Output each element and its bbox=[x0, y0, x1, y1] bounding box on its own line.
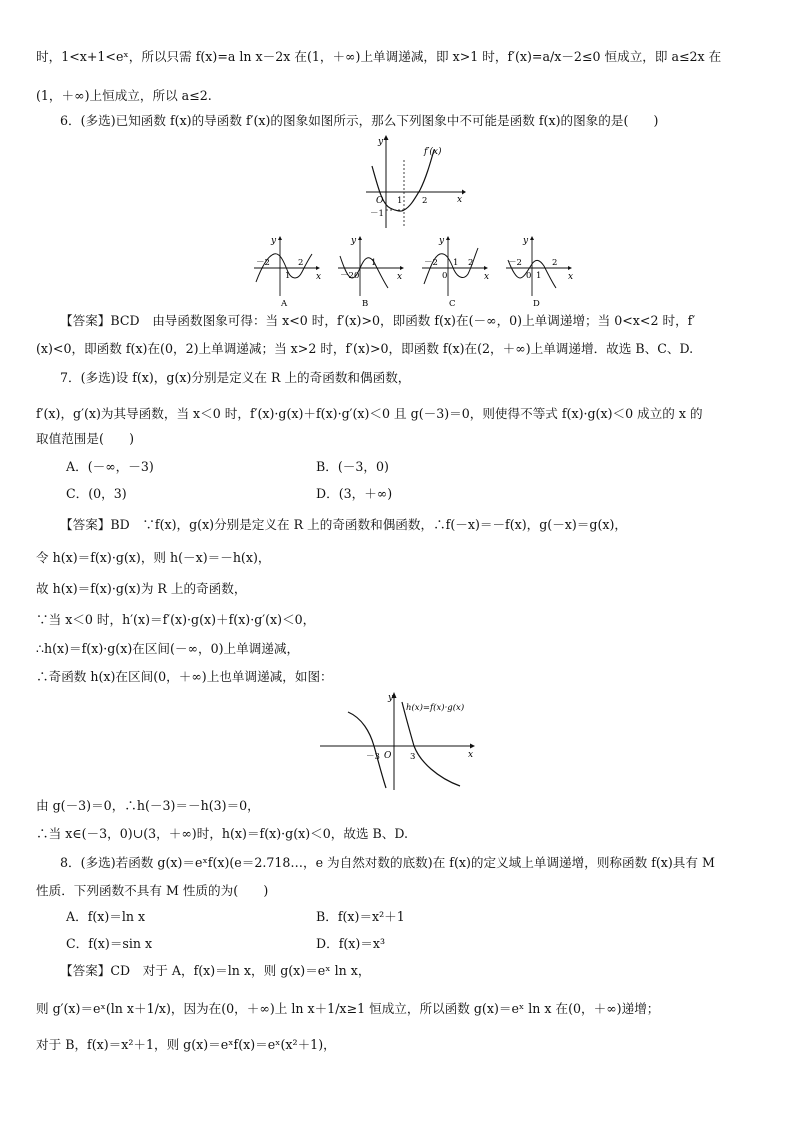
option-label-d: D bbox=[533, 299, 540, 309]
x-axis-label: x bbox=[457, 195, 463, 205]
option-c: C．f(x)＝sin x bbox=[66, 936, 153, 951]
text-line: ∴奇函数 h(x)在区间(0，＋∞)上也单调递减，如图： bbox=[36, 669, 333, 684]
option-a: A．(－∞，－3) bbox=[66, 459, 154, 474]
origin-label: O bbox=[384, 751, 392, 761]
h-function-graph bbox=[318, 688, 478, 792]
y-axis-label: y bbox=[388, 693, 394, 703]
tick-label: 2 bbox=[422, 196, 428, 206]
option-d: D．f(x)＝x³ bbox=[316, 936, 386, 951]
tick-label: 1 bbox=[536, 271, 542, 281]
tick-label: －2 bbox=[256, 258, 270, 268]
text-line: ∵当 x＜0 时，h′(x)＝f′(x)·g(x)＋f(x)·g′(x)＜0， bbox=[36, 612, 316, 627]
text-line: 令 h(x)＝f(x)·g(x)，则 h(－x)＝－h(x)， bbox=[36, 550, 271, 565]
tick-label: 1 bbox=[285, 271, 291, 281]
graph-d bbox=[506, 236, 573, 309]
tick-label: 0 bbox=[354, 271, 360, 281]
question-8: 8．(多选)若函数 g(x)＝eˣf(x)(e＝2.718…，e 为自然对数的底数)在 f(x)的定义域上单调递增，则称函数 f(x)具有 M bbox=[60, 855, 715, 870]
tick-label: 0 bbox=[442, 271, 448, 281]
tick-label: 0 bbox=[526, 271, 532, 281]
option-a: A．f(x)＝ln x bbox=[66, 909, 146, 924]
y-axis-label: y bbox=[351, 236, 357, 246]
tick-label: 2 bbox=[552, 258, 558, 268]
text-line: ∴当 x∈(－3，0)∪(3，＋∞)时，h(x)＝f(x)·g(x)＜0，故选 B、D. bbox=[36, 826, 409, 841]
x-axis-label: x bbox=[484, 272, 490, 282]
tick-label: －2 bbox=[424, 258, 438, 268]
text-line: 取值范围是( ) bbox=[36, 431, 134, 446]
x-axis-label: x bbox=[316, 272, 322, 282]
text-line: 故 h(x)＝f(x)·g(x)为 R 上的奇函数， bbox=[36, 581, 247, 596]
choice-graphs bbox=[250, 234, 580, 310]
text-line: (x)<0，即函数 f(x)在(0，2)上单调递减；当 x>2 时，f′(x)>0，即函数 f(x)在(2，＋∞)上单调递增．故选 B、C、D. bbox=[36, 341, 694, 356]
tick-label: 1 bbox=[397, 196, 403, 206]
text-line: ∴h(x)＝f(x)·g(x)在区间(－∞，0)上单调递减， bbox=[36, 641, 300, 656]
question-7: 7．(多选)设 f(x)，g(x)分别是定义在 R 上的奇函数和偶函数， bbox=[60, 370, 411, 385]
text-line: 时，1<x+1<eˣ，所以只需 f(x)=a ln x－2x 在(1，＋∞)上单调递减，即 x>1 时，f′(x)=a/x－2≤0 恒成立，即 a≤2x 在 bbox=[36, 49, 722, 64]
question-6: 6．(多选)已知函数 f(x)的导函数 f′(x)的图象如图所示，那么下列图象中不可能是函数 f(x)的图象的是( ) bbox=[60, 113, 659, 128]
curve-label: h(x)=f(x)·g(x) bbox=[406, 703, 465, 713]
y-axis-label: y bbox=[378, 137, 384, 147]
option-b: B．f(x)＝x²＋1 bbox=[316, 909, 405, 924]
tick-label: 1 bbox=[453, 258, 459, 268]
text-line: (1，＋∞)上恒成立，所以 a≤2. bbox=[36, 88, 212, 103]
origin-label: O bbox=[376, 196, 384, 206]
y-axis-label: y bbox=[439, 236, 445, 246]
tick-label: －2 bbox=[340, 271, 354, 281]
graph-a bbox=[254, 236, 321, 309]
tick-label: －1 bbox=[370, 209, 384, 219]
text-line: 由 g(－3)＝0，∴h(－3)＝－h(3)＝0， bbox=[36, 798, 260, 813]
option-b: B．(－3，0) bbox=[316, 459, 389, 474]
tick-label: 3 bbox=[410, 752, 416, 762]
option-label-a: A bbox=[281, 299, 288, 309]
curve-label: f′(x) bbox=[424, 147, 442, 157]
text-line: f′(x)，g′(x)为其导函数，当 x＜0 时，f′(x)·g(x)＋f(x)·g′(x)＜0 且 g(－3)＝0，则使得不等式 f(x)·g(x)＜0 成立的 x 的 bbox=[36, 406, 703, 421]
option-label-c: C bbox=[449, 299, 456, 309]
y-axis-label: y bbox=[523, 236, 529, 246]
option-label-b: B bbox=[362, 299, 369, 309]
x-axis-label: x bbox=[468, 750, 474, 760]
tick-label: 2 bbox=[468, 258, 474, 268]
tick-label: －2 bbox=[508, 258, 522, 268]
tick-label: －3 bbox=[366, 752, 380, 762]
answer-8: 【答案】CD 对于 A，f(x)＝ln x，则 g(x)＝eˣ ln x， bbox=[60, 963, 371, 978]
derivative-graph bbox=[356, 132, 466, 232]
tick-label: 1 bbox=[371, 258, 377, 268]
x-axis-label: x bbox=[568, 272, 574, 282]
x-axis-label: x bbox=[397, 272, 403, 282]
text-line: 对于 B，f(x)＝x²＋1，则 g(x)＝eˣf(x)＝eˣ(x²＋1)， bbox=[36, 1037, 336, 1052]
y-axis-label: y bbox=[271, 236, 277, 246]
option-d: D．(3，＋∞) bbox=[316, 486, 393, 501]
answer-7: 【答案】BD ∵f(x)，g(x)分别是定义在 R 上的奇函数和偶函数，∴f(－x)＝－f(x)，g(－x)＝g(x)， bbox=[60, 517, 627, 532]
graph-b bbox=[338, 236, 404, 309]
text-line: 性质．下列函数不具有 M 性质的为( ) bbox=[36, 883, 269, 898]
tick-label: 2 bbox=[298, 258, 304, 268]
answer-6: 【答案】BCD 由导函数图象可得：当 x<0 时，f′(x)>0，即函数 f(x)在(－∞，0)上单调递增；当 0<x<2 时，f′ bbox=[60, 313, 696, 328]
option-c: C．(0，3) bbox=[66, 486, 127, 501]
text-line: 则 g′(x)＝eˣ(ln x＋1/x)，因为在(0，＋∞)上 ln x＋1/x≥1 恒成立，所以函数 g(x)＝eˣ ln x 在(0，＋∞)递增； bbox=[36, 1001, 660, 1016]
graph-c bbox=[422, 236, 489, 309]
